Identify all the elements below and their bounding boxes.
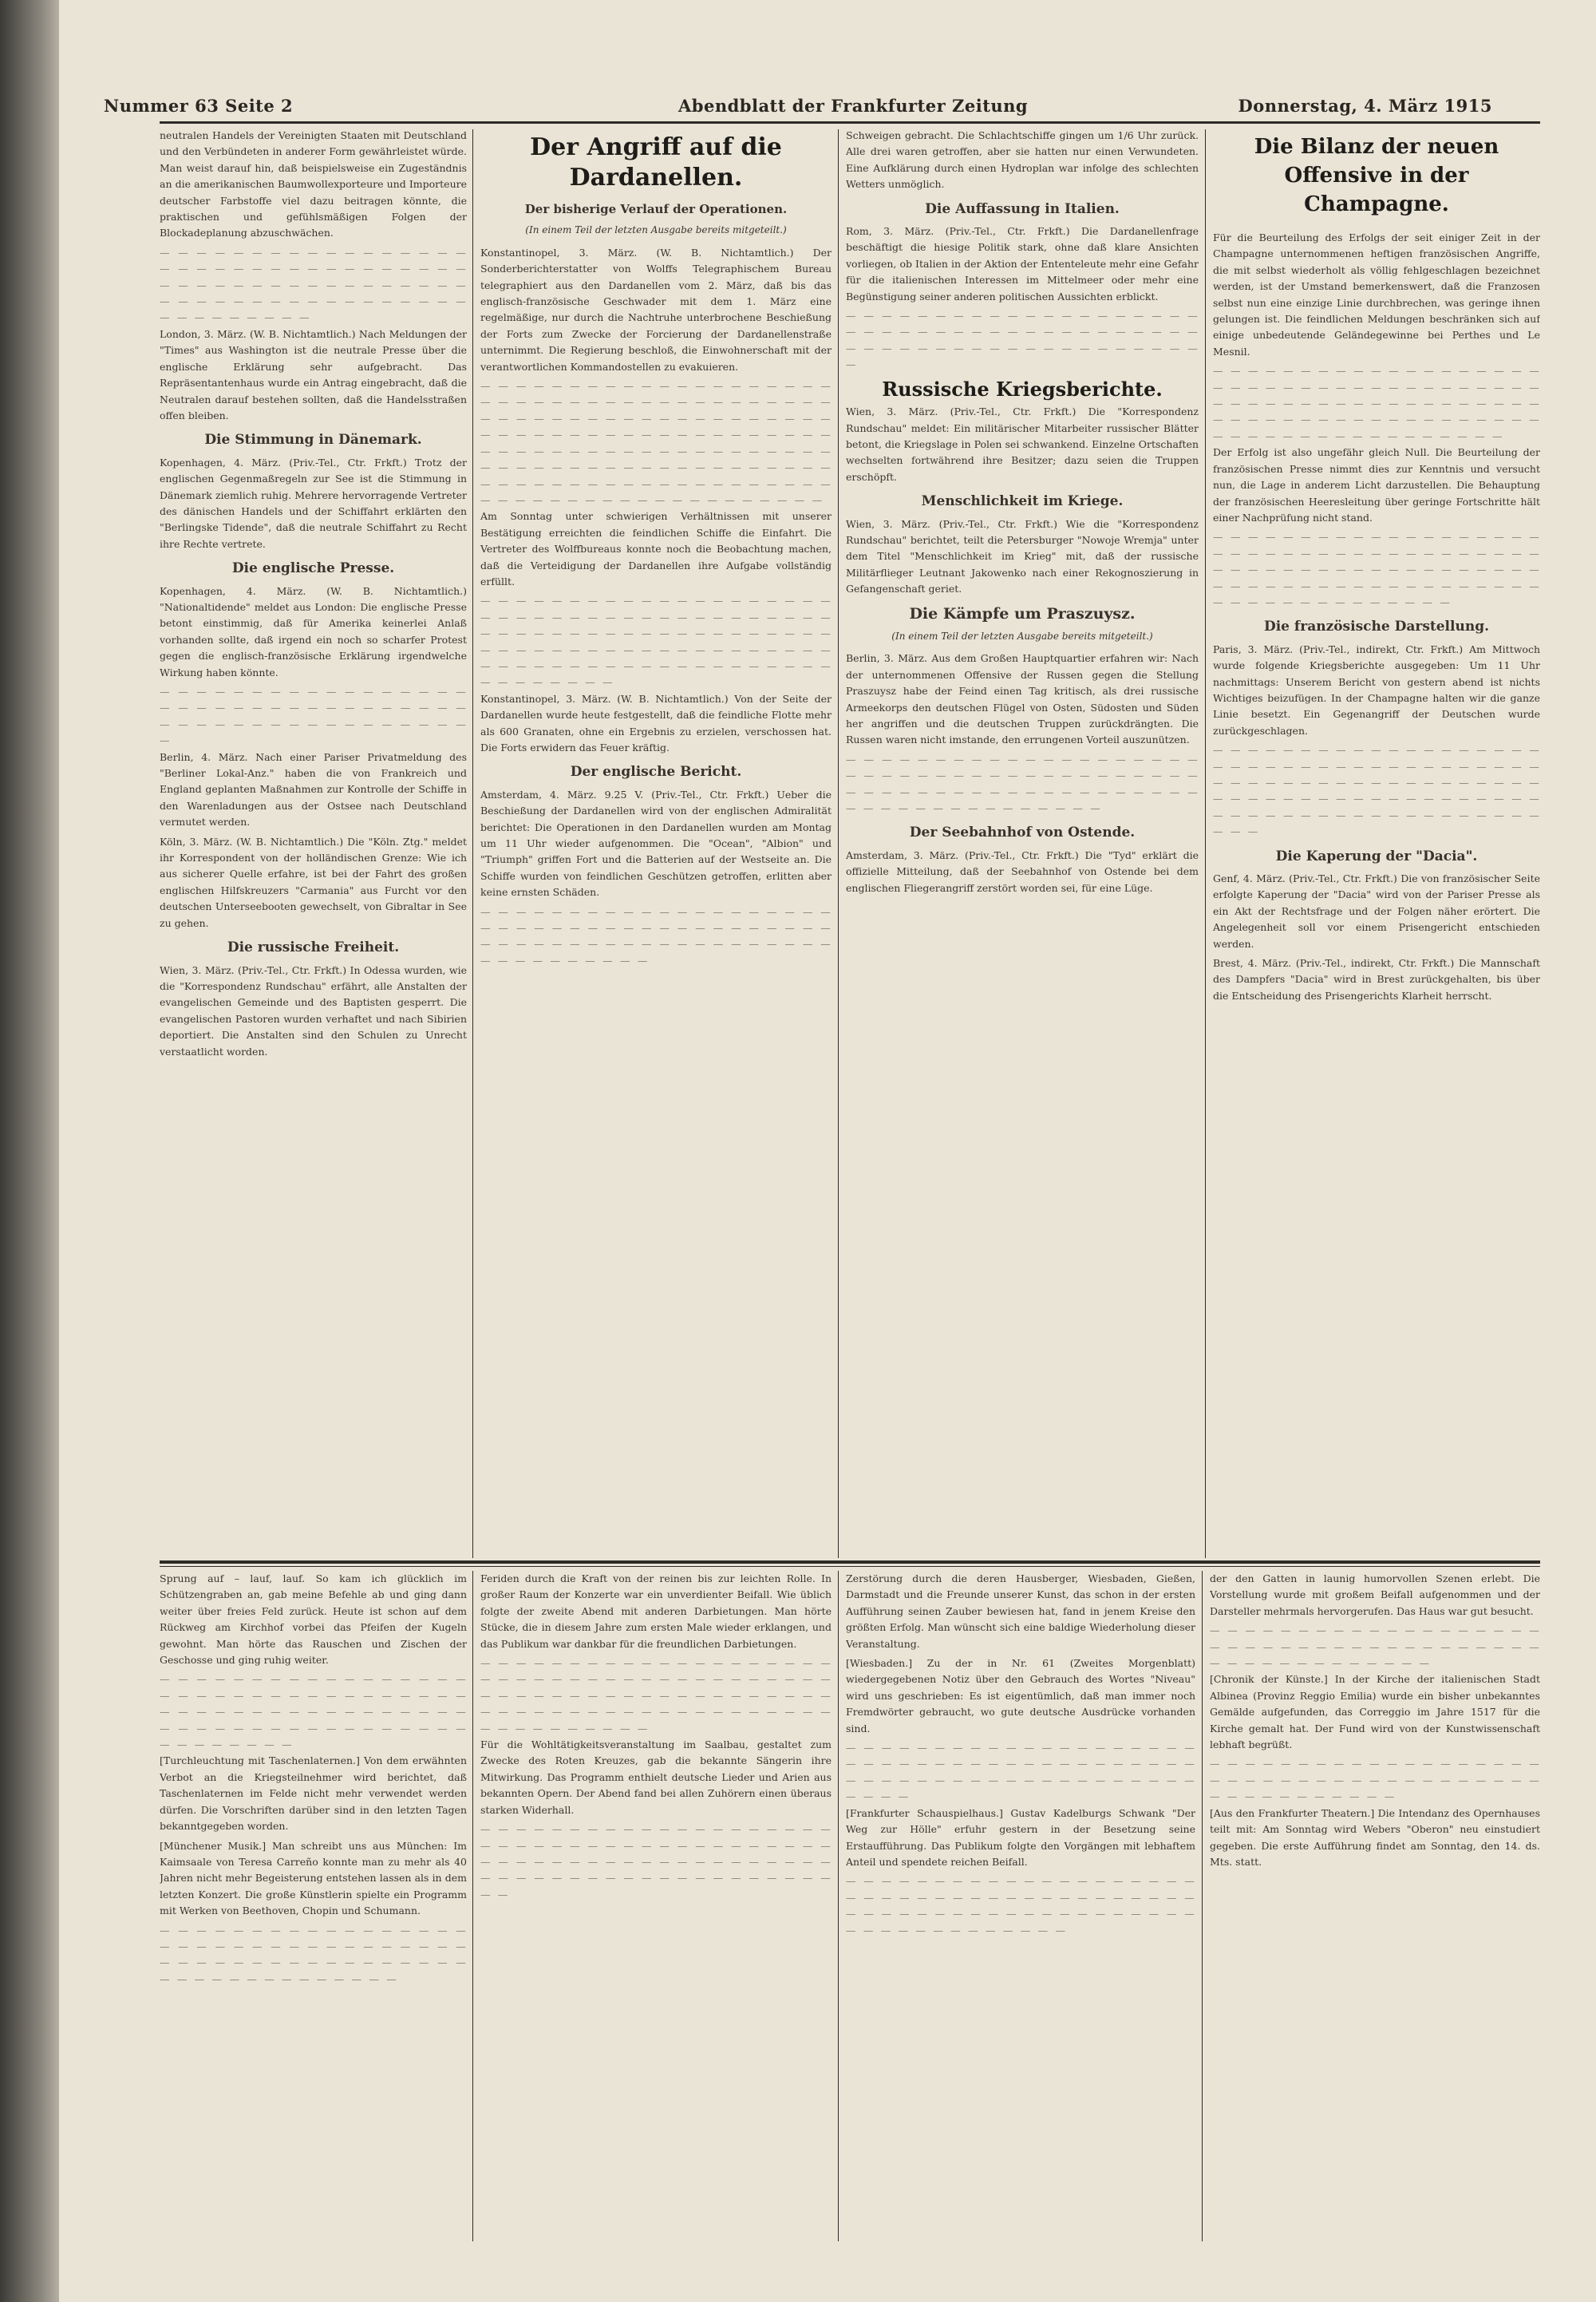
column-1 — [160, 128, 467, 1556]
issue-date: Donnerstag, 4. März 1915 — [1238, 96, 1492, 116]
article-paragraph: Brest, 4. März. (Priv.-Tel., indirekt, Ctr. Frkft.) Die Mannschaft des Dampfers "Dacia" wird in Brest zurückgehalten, bis über die Entscheidung des Prisengerichts Klarheit herrscht. — [1213, 957, 1540, 1002]
text-block: — — — — — — — — — — — — — — — — — — — — — — — — — — — — — — — — — — — — — — — — — — — — — — — — — — — — — — — — — — — — — — — — — — — — — — — — — — [846, 1875, 1195, 1936]
column-divider — [1205, 129, 1206, 1558]
book-binding — [0, 0, 59, 2302]
article-headline: Der Angriff auf die Dardanellen. — [530, 133, 782, 192]
article-paragraph: der den Gatten in launig humorvollen Szenen erlebt. Die Vorstellung wurde mit großem Beifall aufgenommen und der Darsteller mehrmals hervorgerufen. Das Haus war gut besucht. — [1210, 1572, 1540, 1617]
text-block: — — — — — — — — — — — — — — — — — — — — — — — — — — — — — — — — — — — — — — — — — — — — — — — — — — — — — — — — — — — — — — — — — — — — — — — — — — — — — — — — — — — — — — — — — — — — — — — — — — — — — — — — — — — — — — — — — — — — — — — — — — — — — — — — — — — — — — — — — — — — — — — — — — — — — — — — — — — — — — — — — [480, 380, 832, 506]
column-divider — [838, 129, 839, 1558]
article-paragraph: [Frankfurter Schauspielhaus.] Gustav Kadelburgs Schwank "Der Weg zur Hölle" erfuhr gestern in der Besetzung seine Erstaufführung. Das Publikum folgte den Vorgängen mit lebhaftem Anteil und spendete reichen Beifall. — [846, 1806, 1195, 1868]
text-block: — — — — — — — — — — — — — — — — — — — — — — — — — — — — — — — — — — — — — — — — — — — — — — — — — — — — — — — — — — — — — — — — — — — — — — — — — — — — [846, 753, 1199, 815]
article-paragraph: Kopenhagen, 4. März. (W. B. Nichtamtlich.) "Nationaltidende" meldet aus London: Die englische Presse betont einstimmig, daß für Amerika keinerlei Anlaß vorhanden sollte, daß irgend ein noch so scharfer Protest gegen die englisch-französische Erklärung irgendwelche Wirkung haben könnte. — [160, 584, 467, 678]
article-paragraph: Am Sonntag unter schwierigen Verhältnissen mit unserer Bestätigung erreichten die feindlichen Schiffe die Einfahrt. Die Vertreter des Wolffbureaus konnte noch die Beobachtung machen, daß die Verteidigung der Dardanellen ihre Aufgabe vollständig erfüllt. — [480, 510, 832, 587]
article-paragraph: Der Erfolg ist also ungefähr gleich Null. Die Beurteilung der französischen Presse nimmt dies zur Kenntnis und versucht nun, die Lage in anderem Licht darzustellen. Die Behauptung der französischen Heeresleitung über geringe Fortschritte hält einer Nachprüfung nicht stand. — [1213, 446, 1540, 524]
header-rule — [160, 121, 1540, 124]
column-divider — [1202, 1571, 1203, 2241]
article-paragraph: [Aus den Frankfurter Theatern.] Die Intendanz des Opernhauses teilt mit: Am Sonntag wird Webers "Oberon" neu einstudiert gegeben. Die erste Aufführung findet am Sonntag, den 14. ds. Mts. statt. — [1210, 1806, 1540, 1868]
article-paragraph: Rom, 3. März. (Priv.-Tel., Ctr. Frkft.) Die Dardanellenfrage beschäftigt die hiesige Politik stark, ohne daß klare Ansichten vorliegen, ob Italien in der Aktion der Ententeleute mehr eine Gefahr für die italienischen Interessen im Mittelmeer oder mehr eine Begünstigung seiner anderen politischen Aussichten erblickt. — [846, 225, 1199, 303]
text-block: — — — — — — — — — — — — — — — — — — — — — — — — — — — — — — — — — — — — — — — — — — — — — — — — — — — — — — — — — — — — — — — — — — — — — — — — — — — — — — — — — — — — — — — — — — — [480, 1657, 832, 1734]
section-heading: Die französische Darstellung. — [1263, 619, 1489, 635]
article-paragraph: Für die Beurteilung des Erfolgs der seit einiger Zeit in der Champagne unternommenen heftigen französischen Angriffe, die mit selbst wiederholt als völlig fehlgeschlagen bezeichnet werden, ist der Umstand bemerkenswert, daß die Franzosen selbst nun eine einzige Linie durchbrechen, was geringe ihnen gelungen ist. Die feindlichen Meldungen beschränken sich auf einige unbedeutende Geländegewinne bei Perthes und Le Mesnil. — [1213, 231, 1540, 358]
page-number: Nummer 63 Seite 2 — [104, 96, 294, 116]
section-heading: Russische Kriegsberichte. — [882, 377, 1163, 401]
article-paragraph: Zerstörung durch die deren Hausberger, Wiesbaden, Gießen, Darmstadt und die Freunde unserer Kunst, das schon in der ersten Aufführung seinen Zauber bewiesen hat, fand in jenem Kreise den größten Erfolg. Man wünscht sich eine baldige Wiederholung dieser Veranstaltung. — [846, 1572, 1195, 1650]
text-block: — — — — — — — — — — — — — — — — — — — — — — — — — — — — — — — — — — — — — — — — — — — — — — — — — — — — — — — — — — — — — — — — — — — — — — — — — — — — — — [160, 246, 467, 324]
text-block: — — — — — — — — — — — — — — — — — — — — — — — — — — — — — — — — — — — — — — — — — — — — — — — — — — — — — — — — — — — — — — — — — — — — — — — — — — — — — — — — — — — — — — — — — — — — — — — — — — — [1213, 744, 1540, 838]
text-block: — — — — — — — — — — — — — — — — — — — — — — — — — — — — — — — — — — — — — — — — — — — — — — — — — — — — — — — — — — — — — — [846, 310, 1199, 371]
article-paragraph: [Chronik der Künste.] In der Kirche der italienischen Stadt Albinea (Provinz Reggio Emilia) wurde ein bisher unbekanntes Gemälde aufgefunden, das Correggio im Jahre 1517 für die Kirche gemalt hat. Der Fund wird von der Kunstwissenschaft lebhaft begrüßt. — [1210, 1673, 1540, 1751]
article-paragraph: Schweigen gebracht. Die Schlachtschiffe gingen um 1/6 Uhr zurück. Alle drei waren getroffen, aber sie hatten nur einen Verwundeten. Eine Aufklärung durch einen Hydroplan war infolge des schlechten Wetters unmöglich. — [846, 129, 1199, 191]
article-note: (In einem Teil der letzten Ausgabe bereits mitgeteilt.) — [891, 630, 1153, 642]
column-divider — [472, 129, 473, 1558]
article-paragraph: London, 3. März. (W. B. Nichtamtlich.) Nach Meldungen der "Times" aus Washington ist die neutrale Presse über die englische Erklärung sehr aufgebracht. Das Repräsentantenhaus wurde ein Antrag eingebracht, daß die Neutralen darauf bestehen sollten, daß die Handelsstraßen offen bleiben. — [160, 327, 467, 421]
article-paragraph: Wien, 3. März. (Priv.-Tel., Ctr. Frkft.) Wie die "Korrespondenz Rundschau" berichtet, teilt die Petersburger "Nowoje Wremja" unter dem Titel "Menschlichkeit im Krieg" mit, daß der russische Militärflieger Leutnant Jakowenko nach einer Rekognoszierung in Gefangenschaft geriet. — [846, 517, 1199, 595]
text-block: — — — — — — — — — — — — — — — — — — — — — — — — — — — — — — — — — — — — — — — — — — — — — — — — — — — — — — — — — — — — — — — — — — — — — — — — — — — — — — — — — — — [480, 1823, 832, 1901]
column-divider — [472, 1571, 473, 2241]
column-4 — [1213, 128, 1540, 1556]
article-note: (In einem Teil der letzten Ausgabe bereits mitgeteilt.) — [525, 224, 787, 236]
section-heading: Die Stimmung in Dänemark. — [204, 432, 422, 449]
article-paragraph: Sprung auf – lauf, lauf. So kam ich glücklich im Schützengraben an, gab meine Befehle ab und ging dann weiter über freies Feld zurück. Heute ist schon auf dem Rückweg am Kirchhof vorbei das Pfeifen der Kugeln gewohnt. Man hörte das Rauschen und Zischen der Geschosse und ging ruhig weiter. — [160, 1572, 467, 1667]
article-paragraph: Konstantinopel, 3. März. (W. B. Nichtamtlich.) Von der Seite der Dardanellen wurde heute festgestellt, daß die feindliche Flotte mehr als 600 Granaten, ohne ein Ergebnis zu erzielen, verschossen hat. Die Forts erwidern das Feuer kräftig. — [480, 692, 832, 753]
article-paragraph: [Wiesbaden.] Zu der in Nr. 61 (Zweites Morgenblatt) wiedergegebenen Notiz über den Gebrauch des Wortes "Niveau" wird uns geschrieben: Es ist eigentümlich, daß man immer noch Fremdwörter gebraucht, wo gute deutsche Ausdrücke vorhanden sind. — [846, 1657, 1195, 1734]
text-block: — — — — — — — — — — — — — — — — — — — — — — — — — — — — — — — — — — — — — — — — — — — — — — — — — — — — — — — — — — — — — — — — — — — — — — — [480, 905, 832, 967]
article-paragraph: Berlin, 3. März. Aus dem Großen Hauptquartier erfahren wir: Nach der unternommenen Offensive der Russen gegen die Stellung Praszuysz habe der Feind einen Tag kritisch, als drei russische Armeekorps den deutschen Flügel von Osten, Südosten und Süden her angriffen und die deutschen Truppen zurückdrängten. Die Russen waren nicht imstande, den errungenen Vorteil auszunützen. — [846, 652, 1199, 746]
article-paragraph: Konstantinopel, 3. März. (W. B. Nichtamtlich.) Der Sonderberichterstatter von Wolffs Telegraphischem Bureau telegraphiert aus den Dardanellen vom 2. März, daß bis das englisch-französische Geschwader mit dem 1. März eine regelmäßige, nur durch die Nachtruhe unterbrochene Beschießung der Forts zum Zwecke der Forcierung der Dardanellenstraße unternimmt. Die Regierung beschloß, die Einwohnerschaft mit der verantwortlichen Kommandostellen zu evakuieren. — [480, 246, 832, 373]
article-paragraph: Genf, 4. März. (Priv.-Tel., Ctr. Frkft.) Die von französischer Seite erfolgte Kaperung der "Dacia" wird von der Pariser Presse als ein Akt der Rechtsfrage und der Folgen näher erörtert. Die Angelegenheit soll vor einem Prisengericht entschieden werden. — [1213, 872, 1540, 950]
text-block: — — — — — — — — — — — — — — — — — — — — — — — — — — — — — — — — — — — — — — — — — — — — — — — — — — — — — — — — — — — — — — — — — — [160, 1924, 467, 1985]
article-paragraph: neutralen Handels der Vereinigten Staaten mit Deutschland und den Verbündeten in anderer Form gewährleistet würde. Man weist darauf hin, daß beispielsweise ein Zugeständnis an die amerikanischen Baumwollexporteure und Importeure deutscher Farbstoffe viel dazu beitragen könnte, die praktischen und gefühlsmäßigen Folgen der Blockadeplanung abzuschwächen. — [160, 129, 467, 239]
text-block: — — — — — — — — — — — — — — — — — — — — — — — — — — — — — — — — — — — — — — — — — — — — — — — — — — — — — — — — — — — — — — — — — — — — — — — — — — — — — [160, 1673, 467, 1751]
section-heading: Die russische Freiheit. — [227, 939, 400, 956]
section-heading: Die Kaperung der "Dacia". — [1275, 848, 1478, 864]
text-block: — — — — — — — — — — — — — — — — — — — — — — — — — — — — — — — — — — — — — — — — — — — — — — — — — — — — — [160, 686, 467, 747]
feuilleton-rule — [160, 1560, 1540, 1564]
article-paragraph: Wien, 3. März. (Priv.-Tel., Ctr. Frkft.) Die "Korrespondenz Rundschau" meldet: Ein militärischer Mitarbeiter russischer Blätter betont, die Kriegslage in Polen sei schwankend. Einzelne Ortschaften wechselten fortwährend ihre Besitzer; dazu seien die Truppen erschöpft. — [846, 405, 1199, 483]
article-headline: Die Bilanz der neuen Offensive in der Champagne. — [1254, 135, 1499, 216]
article-paragraph: Berlin, 4. März. Nach einer Pariser Privatmeldung des "Berliner Lokal-Anz." haben die von Frankreich und England geplanten Maßnahmen zur Kontrolle der Schiffe in den Warenladungen aus der Ostsee nach Deutschland vermutet werden. — [160, 750, 467, 829]
text-block: — — — — — — — — — — — — — — — — — — — — — — — — — — — — — — — — — — — — — — — — — — — — — — — — — — — — [1210, 1624, 1540, 1670]
section-heading: Die Kämpfe um Praszuysz. — [909, 604, 1136, 623]
article-paragraph: Amsterdam, 3. März. (Priv.-Tel., Ctr. Frkft.) Die "Tyd" erklärt die offizielle Mitteilung, daß der Seebahnhof von Ostende bei dem englischen Fliegerangriff zerstört worden sei, für eine Lüge. — [846, 848, 1199, 894]
column-3 — [846, 128, 1199, 1556]
column-divider — [838, 1571, 839, 2241]
article-paragraph: Köln, 3. März. (W. B. Nichtamtlich.) Die "Köln. Ztg." meldet ihr Korrespondent von der holländischen Grenze: Wie ich aus sicherer Quelle erfahre, ist bei der Fahrt des großen englischen Hilfskreuzers "Carmania" aus Furcht vor den deutschen Unterseebooten gewechselt, von Gibraltar in See zu gehen. — [160, 835, 467, 929]
article-paragraph: Paris, 3. März. (Priv.-Tel., indirekt, Ctr. Frkft.) Am Mittwoch wurde folgende Kriegsberichte ausgegeben: Um 11 Uhr nachmittags: Unserem Bericht von gestern abend ist nichts Wichtiges beizufügen. In der Champagne halten wir die ganze Linie besetzt. Ein Gegenangriff der Deutschen wurde zurückgeschlagen. — [1213, 643, 1540, 737]
text-block: — — — — — — — — — — — — — — — — — — — — — — — — — — — — — — — — — — — — — — — — — — — — — — — — — — — — — — — — — — — — — — — — — — — — — — — — — — — — — — — — — — — — — — — — — — — [1213, 531, 1540, 608]
section-heading: Der Seebahnhof von Ostende. — [909, 825, 1136, 841]
article-paragraph: [Münchener Musik.] Man schreibt uns aus München: Im Kaimsaale von Teresa Carreño konnte man zu mehr als 40 Jahren nicht mehr Begeisterung entstehen lassen als in dem letzten Konzert. Die große Künstlerin spielte ein Programm mit Werken von Beethoven, Chopin und Schumann. — [160, 1839, 467, 1917]
section-heading: Die Auffassung in Italien. — [925, 200, 1120, 217]
newspaper-title: Abendblatt der Frankfurter Zeitung — [678, 96, 1029, 116]
section-heading: Der englische Bericht. — [570, 764, 742, 781]
column-2 — [480, 128, 832, 1556]
article-paragraph: Für die Wohltätigkeitsveranstaltung im Saalbau, gestaltet zum Zwecke des Roten Kreuzes, gab die bekannte Sängerin ihre Mitwirkung. Das Programm enthielt deutsche Lieder und Arien aus bekannten Opern. Der Abend fand bei allen Zuhörern einen überaus starken Widerhall. — [480, 1738, 832, 1816]
feuilleton-column-1 — [160, 1571, 467, 2241]
feuilleton-column-3 — [846, 1571, 1195, 2241]
article-paragraph: [Turchleuchtung mit Taschenlaternen.] Von dem erwähnten Verbot an die Kriegsteilnehmer wird berichtet, daß Taschenlaternen im Felde nicht mehr verwendet werden dürfen. Die Vorschriften darüber sind in den letzten Tagen bekanntgegeben worden. — [160, 1754, 467, 1833]
article-paragraph: Amsterdam, 4. März. 9.25 V. (Priv.-Tel., Ctr. Frkft.) Ueber die Beschießung der Dardanellen wird von der englischen Admiralität berichtet: Die Operationen in den Dardanellen wurden am Montag um 11 Uhr wieder aufgenommen. Die "Ocean", "Albion" und "Triumph" griffen Fort und die Batterien auf der Westseite an. Die Schiffe wurden von feindlichen Geschützen getroffen, erlitten aber keine ernsten Schäden. — [480, 788, 832, 899]
feuilleton-column-4 — [1210, 1571, 1540, 2241]
page-header — [104, 96, 1492, 118]
text-block: — — — — — — — — — — — — — — — — — — — — — — — — — — — — — — — — — — — — — — — — — — — — — — — — — — — — — — — — — — — — — — — — — [846, 1742, 1195, 1803]
article-subheadline: Der bisherige Verlauf der Operationen. — [524, 202, 788, 216]
text-block: — — — — — — — — — — — — — — — — — — — — — — — — — — — — — — — — — — — — — — — — — — — — — — — — — — [1210, 1758, 1540, 1803]
article-paragraph: Wien, 3. März. (Priv.-Tel., Ctr. Frkft.) In Odessa wurden, wie die "Korrespondenz Rundschau" erfährt, alle Anstalten der evangelischen Gemeinde und des Baptisten gesperrt. Die evangelischen Pastoren wurden verhaftet und nach Sibirien deportiert. Die Anstalten sind den Schulen zu Unrecht verstaatlicht worden. — [160, 963, 467, 1058]
section-heading: Menschlichkeit im Kriege. — [921, 493, 1124, 510]
feuilleton-column-2 — [480, 1571, 832, 2241]
section-heading: Die englische Presse. — [231, 560, 395, 577]
feuilleton-rule — [160, 1566, 1540, 1567]
article-paragraph: Feriden durch die Kraft von der reinen bis zur leichten Rolle. In großer Raum der Konzerte war ein unverdienter Beifall. Wie üblich folgte der zweite Abend mit anderen Darbietungen. Man hörte Stücke, die in diesem Jahre zum ersten Male wieder erklangen, und das Publikum war dankbar für die freundlichen Darbietungen. — [480, 1572, 832, 1650]
article-paragraph: Kopenhagen, 4. März. (Priv.-Tel., Ctr. Frkft.) Trotz der englischen Gegenmaßregeln zur See ist die Stimmung in Dänemark ziemlich ruhig. Mehrere hervorragende Vertreter des dänischen Handels und der Schiffahrt erklärten den "Berlingske Tidende", daß die neutrale Schiffahrt zu Recht ihre Rechte vertrete. — [160, 456, 467, 550]
text-block: — — — — — — — — — — — — — — — — — — — — — — — — — — — — — — — — — — — — — — — — — — — — — — — — — — — — — — — — — — — — — — — — — — — — — — — — — — — — — — — — — — — — — — — — — — — — — — — — — — — — — — — — — — — — — [480, 595, 832, 689]
text-block: — — — — — — — — — — — — — — — — — — — — — — — — — — — — — — — — — — — — — — — — — — — — — — — — — — — — — — — — — — — — — — — — — — — — — — — — — — — — — — — — — — — — — — — — — — — — — — [1213, 365, 1540, 442]
